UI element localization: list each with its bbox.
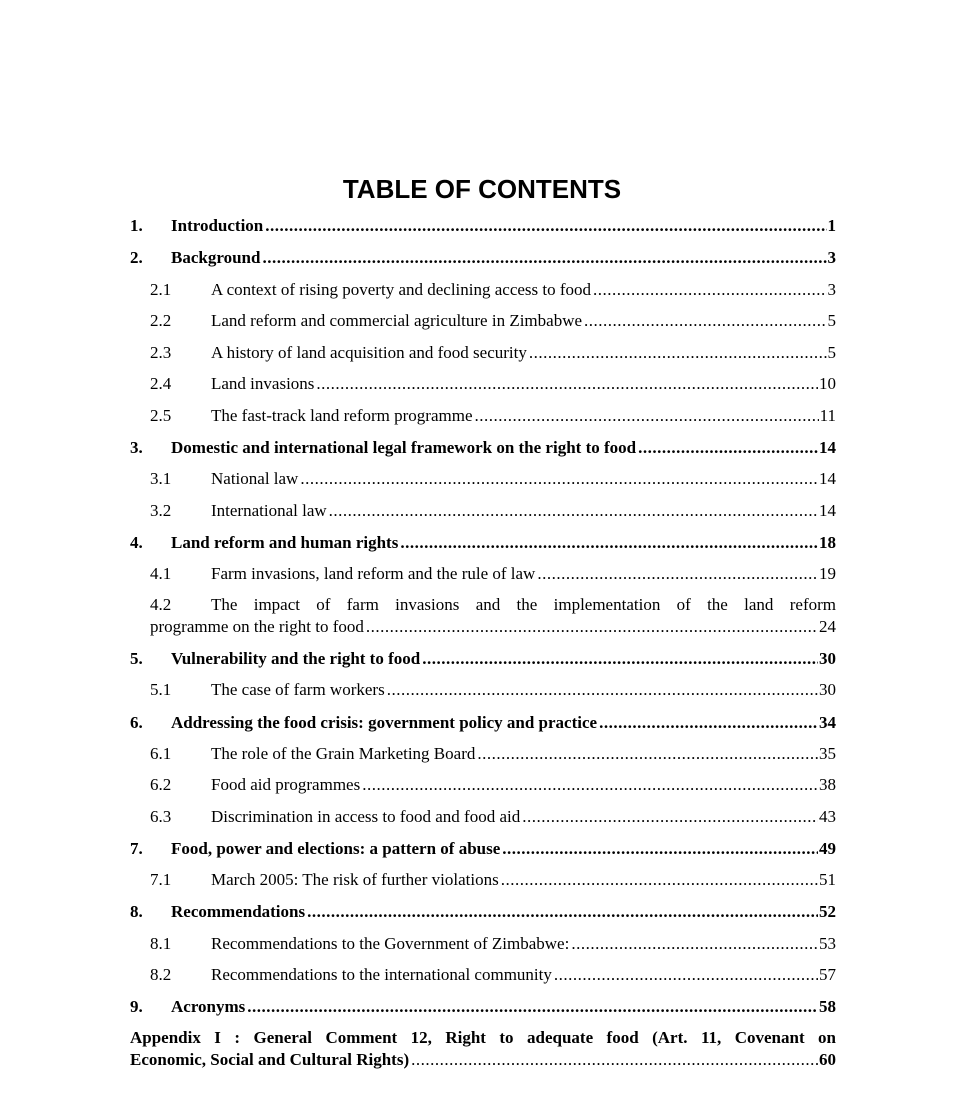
dot-leader [366, 616, 818, 638]
toc-entry-page: 18 [819, 533, 836, 552]
dot-leader [475, 404, 819, 428]
toc-entry-label: Vulnerability and the right to food [171, 649, 421, 668]
toc-entry-label: March 2005: The risk of further violations [211, 870, 499, 889]
toc-entry-label-line2: Economic, Social and Cultural Rights) [130, 1050, 410, 1069]
toc-entry-label: Domestic and international legal framework on the right to food [171, 438, 637, 457]
dot-leader [387, 678, 818, 702]
toc-entry-number: 5.1 [150, 680, 172, 699]
dot-leader [362, 773, 818, 797]
toc-entry-label: A history of land acquisition and food security [211, 343, 527, 362]
toc-entry-page: 14 [819, 469, 836, 488]
dot-leader [262, 246, 826, 270]
toc-entry-page: 1 [827, 216, 836, 235]
dot-leader [554, 963, 818, 987]
toc-entry-food-power-elections[interactable] [130, 837, 836, 861]
dot-leader [400, 531, 818, 555]
toc-entry-number: 6. [130, 713, 143, 732]
toc-entry-label: Recommendations to the Government of Zimbabwe: [211, 934, 570, 953]
toc-entry-label: Recommendations to the international community [211, 965, 552, 984]
toc-entry-2-3[interactable] [150, 341, 836, 365]
toc-entry-label: Land invasions [211, 374, 315, 393]
dot-leader [247, 995, 818, 1019]
toc-entry-label: Acronyms [171, 997, 246, 1016]
toc-entry-number: 2.5 [150, 406, 172, 425]
toc-entry-number: 9. [130, 997, 143, 1016]
toc-entry-number: 4.1 [150, 564, 172, 583]
toc-entry-label: Introduction [171, 216, 264, 235]
toc-entry-background[interactable] [130, 246, 836, 270]
toc-entry-4-2[interactable] [150, 594, 836, 638]
toc-entry-label: Farm invasions, land reform and the rule of law [211, 564, 536, 583]
toc-entry-7-1[interactable] [150, 868, 836, 892]
toc-entry-number: 4. [130, 533, 143, 552]
toc-entry-number: 3. [130, 438, 143, 457]
toc-entry-label-line1: The impact of farm invasions and the implementation of the land reform [211, 595, 836, 614]
toc-entry-page: 5 [827, 311, 836, 330]
toc-entry-number: 6.1 [150, 744, 172, 763]
dot-leader [329, 499, 818, 523]
dot-leader [411, 1049, 818, 1071]
toc-entry-number: 2.2 [150, 311, 172, 330]
toc-entry-8-2[interactable] [150, 963, 836, 987]
toc-entry-page: 11 [819, 406, 836, 425]
toc-entry-number: 6.2 [150, 775, 172, 794]
dot-leader [502, 837, 818, 861]
toc-entry-page: 58 [819, 997, 836, 1016]
dot-leader [522, 805, 818, 829]
toc-entry-number: 7.1 [150, 870, 172, 889]
dot-leader [422, 647, 818, 671]
toc-entry-label-line2: programme on the right to food [150, 617, 364, 636]
toc-entry-vulnerability[interactable] [130, 647, 836, 671]
dot-leader [638, 436, 818, 460]
toc-entry-label: The role of the Grain Marketing Board [211, 744, 476, 763]
toc-entry-second-line [130, 1049, 836, 1071]
toc-entry-number: 3.2 [150, 501, 172, 520]
toc-entry-3-1[interactable] [150, 467, 836, 491]
toc-entry-number: 2. [130, 248, 143, 267]
toc-entry-page: 43 [819, 807, 836, 826]
toc-entry-label: The case of farm workers [211, 680, 385, 699]
toc-entry-page: 38 [819, 775, 836, 794]
toc-entry-label: International law [211, 501, 327, 520]
toc-entry-6-2[interactable] [150, 773, 836, 797]
toc-entry-page: 34 [819, 713, 836, 732]
toc-entry-first-line [130, 1027, 836, 1049]
toc-entry-label: National law [211, 469, 299, 488]
dot-leader [537, 562, 818, 586]
page-title: TABLE OF CONTENTS [342, 174, 622, 204]
toc-entry-label: Food, power and elections: a pattern of abuse [171, 839, 501, 858]
dot-leader [529, 341, 827, 365]
toc-entry-3-2[interactable] [150, 499, 836, 523]
toc-entry-page: 5 [827, 343, 836, 362]
toc-entry-label: Land reform and human rights [171, 533, 399, 552]
toc-entry-page: 53 [819, 934, 836, 953]
toc-entry-2-4[interactable] [150, 372, 836, 396]
dot-leader [265, 214, 826, 238]
toc-entry-food-crisis[interactable] [130, 711, 836, 735]
toc-entry-page: 14 [819, 438, 836, 457]
toc-entry-2-1[interactable] [150, 278, 836, 302]
toc-entry-label: Land reform and commercial agriculture in Zimbabwe [211, 311, 583, 330]
dot-leader [300, 467, 818, 491]
toc-entry-number: 4.2 [150, 595, 172, 614]
toc-entry-page: 49 [819, 839, 836, 858]
toc-entry-label-line1: Appendix I : General Comment 12, Right to adequate food (Art. 11, Covenant on [130, 1028, 836, 1047]
toc-entry-number: 8.2 [150, 965, 172, 984]
toc-entry-number: 2.3 [150, 343, 172, 362]
toc-entry-label: Food aid programmes [211, 775, 361, 794]
toc-entry-number: 1. [130, 216, 143, 235]
dot-leader [584, 309, 826, 333]
toc-entry-label: A context of rising poverty and declining access to food [211, 280, 592, 299]
toc-entry-page: 52 [819, 902, 836, 921]
toc-entry-page: 19 [819, 564, 836, 583]
toc-entry-6-1[interactable] [150, 742, 836, 766]
toc-entry-second-line [150, 616, 836, 638]
dot-leader [307, 900, 818, 924]
toc-entry-number: 6.3 [150, 807, 172, 826]
toc-entry-number: 7. [130, 839, 143, 858]
toc-entry-page: 3 [827, 280, 836, 299]
toc-entry-label: Addressing the food crisis: government policy and practice [171, 713, 598, 732]
toc-entry-page: 57 [819, 965, 836, 984]
toc-entry-appendix[interactable] [130, 1027, 836, 1071]
toc-entry-land-reform-human-rights[interactable] [130, 531, 836, 555]
toc-entry-page: 24 [819, 617, 836, 636]
dot-leader [571, 932, 818, 956]
toc-entry-2-5[interactable] [150, 404, 836, 428]
toc-entry-page: 10 [819, 374, 836, 393]
dot-leader [316, 372, 818, 396]
toc-entry-page: 51 [819, 870, 836, 889]
toc-entry-5-1[interactable] [150, 678, 836, 702]
toc-entry-number: 5. [130, 649, 143, 668]
toc-entry-4-1[interactable] [150, 562, 836, 586]
toc-entry-legal-framework[interactable] [130, 436, 836, 460]
dot-leader [501, 868, 818, 892]
toc-entry-page: 30 [819, 649, 836, 668]
toc-entry-number: 3.1 [150, 469, 172, 488]
toc-entry-label: The fast-track land reform programme [211, 406, 473, 425]
toc-entry-label: Recommendations [171, 902, 306, 921]
toc-entry-number: 2.1 [150, 280, 172, 299]
toc-entry-number: 2.4 [150, 374, 172, 393]
toc-entry-page: 14 [819, 501, 836, 520]
toc-entry-2-2[interactable] [150, 309, 836, 333]
dot-leader [599, 711, 818, 735]
toc-entry-page: 35 [819, 744, 836, 763]
toc-entry-label: Discrimination in access to food and food aid [211, 807, 521, 826]
toc-entry-recommendations[interactable] [130, 900, 836, 924]
dot-leader [593, 278, 826, 302]
toc-entry-introduction[interactable] [130, 214, 836, 238]
toc-entry-number: 8. [130, 902, 143, 921]
toc-entry-acronyms[interactable] [130, 995, 836, 1019]
toc-entry-page: 60 [819, 1050, 836, 1069]
toc-entry-6-3[interactable] [150, 805, 836, 829]
toc-entry-page: 30 [819, 680, 836, 699]
toc-entry-number: 8.1 [150, 934, 172, 953]
dot-leader [477, 742, 818, 766]
toc-entry-page: 3 [827, 248, 836, 267]
toc-entry-8-1[interactable] [150, 932, 836, 956]
toc-entry-first-line [150, 594, 836, 616]
toc-entry-label: Background [171, 248, 261, 267]
